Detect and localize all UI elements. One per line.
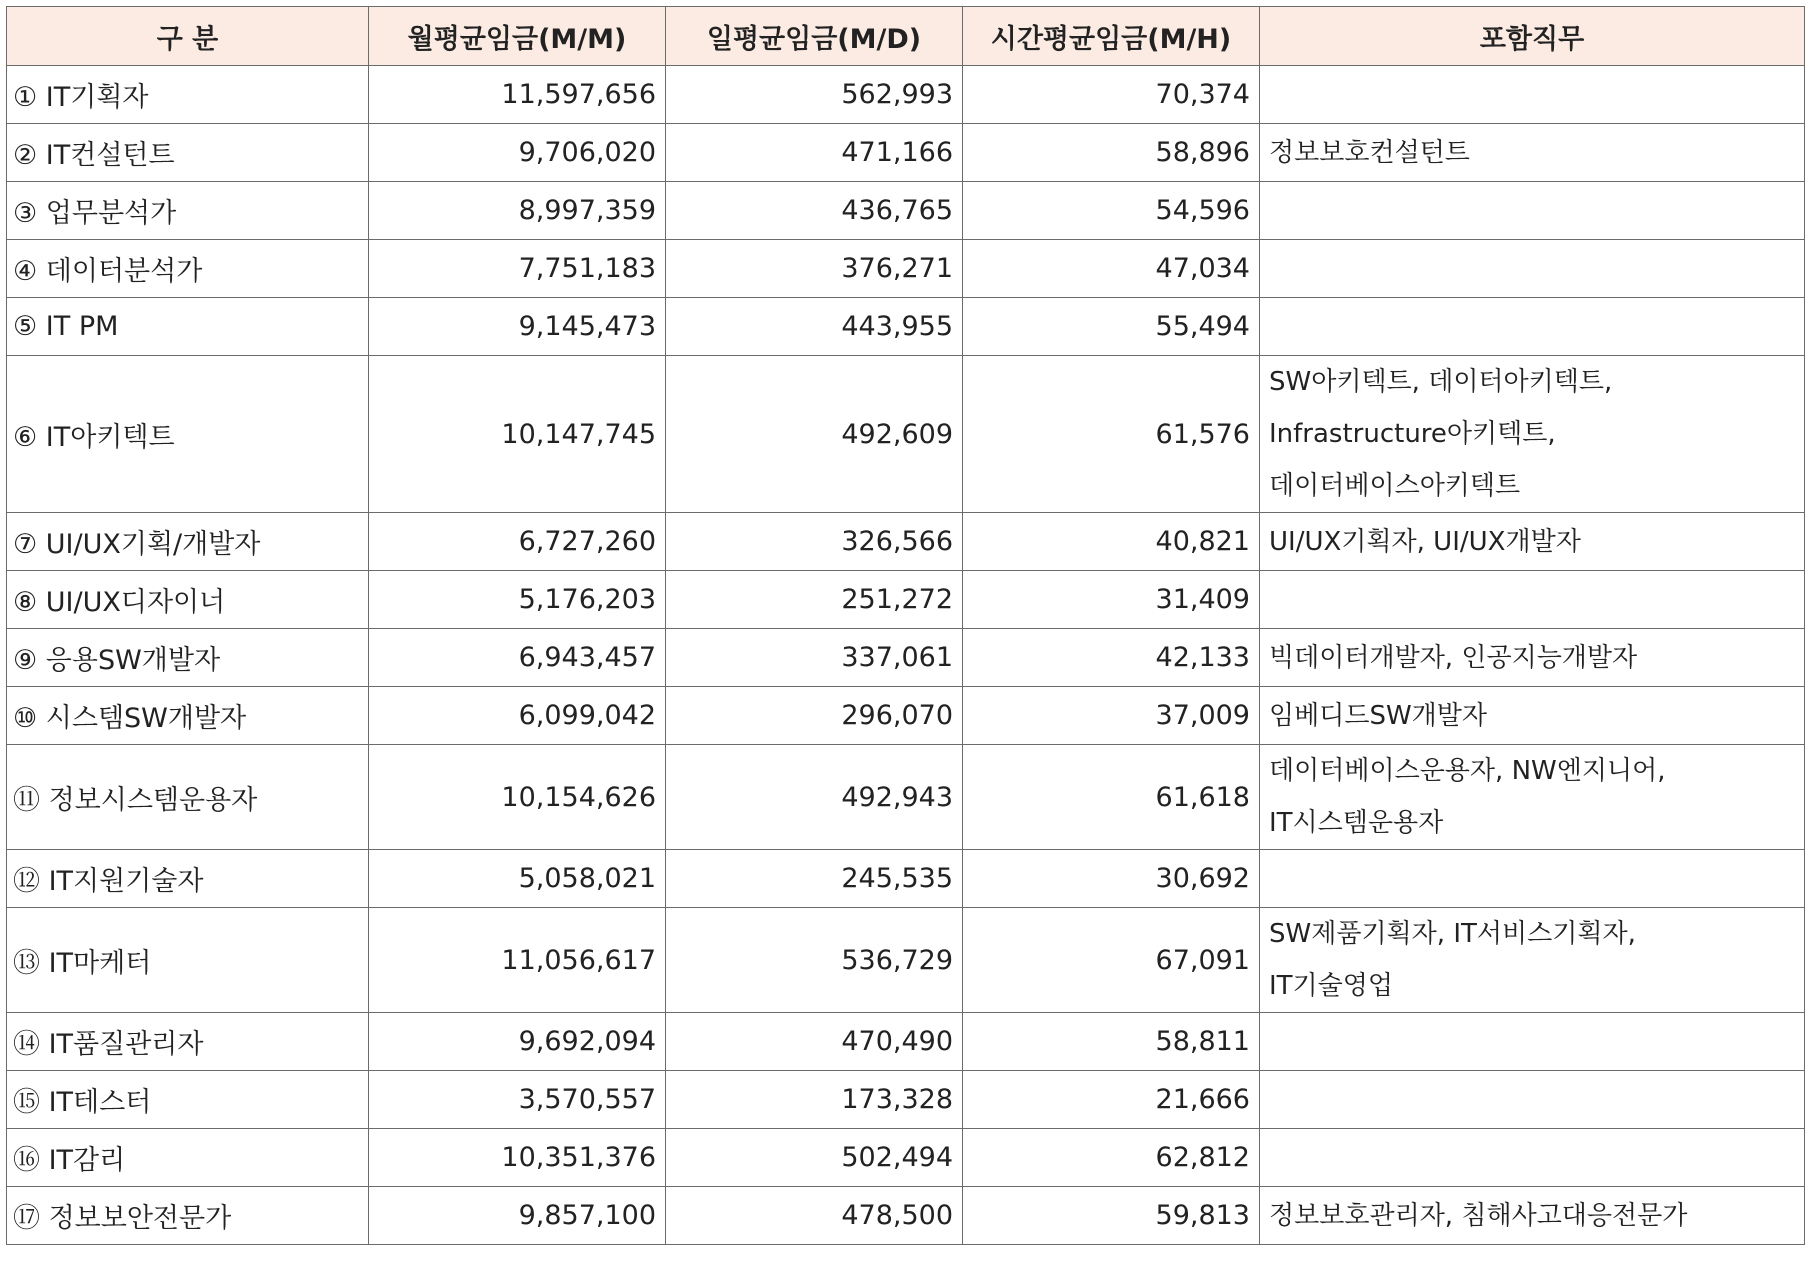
daily-wage-cell: 562,993: [666, 66, 963, 124]
header-hourly-wage: 시간평균임금(M/H): [963, 7, 1260, 66]
monthly-wage-cell: 11,597,656: [369, 66, 666, 124]
job-name-cell: ⑥ IT아키텍트: [7, 356, 369, 513]
daily-wage-cell: 245,535: [666, 850, 963, 908]
table-row: [7, 66, 1805, 124]
header-daily-wage: 일평균임금(M/D): [666, 7, 963, 66]
included-job-line: 정보보호컨설턴트: [1269, 137, 1470, 168]
included-job-line: 정보보호관리자, 침해사고대응전문가: [1269, 1200, 1688, 1231]
monthly-wage-cell: 11,056,617: [369, 908, 666, 1013]
daily-wage-cell: 502,494: [666, 1129, 963, 1187]
table-row: [7, 356, 1805, 513]
included-jobs-cell: [1260, 124, 1805, 182]
included-jobs-cell: [1260, 298, 1805, 356]
included-job-line: IT시스템운용자: [1269, 808, 1444, 838]
daily-wage-cell: 492,943: [666, 745, 963, 850]
table-row: [7, 571, 1805, 629]
job-name-cell: ③ 업무분석가: [7, 182, 369, 240]
job-name-cell: ⑮ IT테스터: [7, 1071, 369, 1129]
included-jobs-cell: [1260, 908, 1805, 1013]
monthly-wage-cell: 3,570,557: [369, 1071, 666, 1129]
job-name-cell: ① IT기획자: [7, 66, 369, 124]
job-name-cell: ⑰ 정보보안전문가: [7, 1187, 369, 1245]
table-row: [7, 240, 1805, 298]
monthly-wage-cell: 10,351,376: [369, 1129, 666, 1187]
job-name-cell: ⑬ IT마케터: [7, 908, 369, 1013]
job-name-cell: ⑯ IT감리: [7, 1129, 369, 1187]
monthly-wage-cell: 5,058,021: [369, 850, 666, 908]
monthly-wage-cell: 6,099,042: [369, 687, 666, 745]
job-name-cell: ④ 데이터분석가: [7, 240, 369, 298]
included-jobs-cell: [1260, 745, 1805, 850]
table-row: [7, 745, 1805, 850]
monthly-wage-cell: 10,147,745: [369, 356, 666, 513]
daily-wage-cell: 337,061: [666, 629, 963, 687]
table-body: [7, 66, 1805, 1245]
monthly-wage-cell: 7,751,183: [369, 240, 666, 298]
monthly-wage-cell: 9,692,094: [369, 1013, 666, 1071]
hourly-wage-cell: 55,494: [963, 298, 1260, 356]
job-name-cell: ⑦ UI/UX기획/개발자: [7, 513, 369, 571]
table-row: [7, 687, 1805, 745]
wage-table: [6, 6, 1805, 1245]
included-jobs-cell: [1260, 66, 1805, 124]
included-job-line: 빅데이터개발자, 인공지능개발자: [1269, 642, 1638, 673]
hourly-wage-cell: 58,811: [963, 1013, 1260, 1071]
monthly-wage-cell: 9,706,020: [369, 124, 666, 182]
job-name-cell: ⑤ IT PM: [7, 298, 369, 356]
hourly-wage-cell: 30,692: [963, 850, 1260, 908]
included-jobs-cell: [1260, 182, 1805, 240]
monthly-wage-cell: 6,727,260: [369, 513, 666, 571]
hourly-wage-cell: 67,091: [963, 908, 1260, 1013]
job-name-cell: ⑭ IT품질관리자: [7, 1013, 369, 1071]
included-jobs-cell: [1260, 629, 1805, 687]
job-name-cell: ⑫ IT지원기술자: [7, 850, 369, 908]
monthly-wage-cell: 5,176,203: [369, 571, 666, 629]
table-row: [7, 1071, 1805, 1129]
included-job-line: IT기술영업: [1269, 971, 1394, 1001]
hourly-wage-cell: 21,666: [963, 1071, 1260, 1129]
table-row: [7, 908, 1805, 1013]
included-jobs-cell: [1260, 571, 1805, 629]
included-job-line: 데이터베이스운용자, NW엔지니어,: [1269, 756, 1666, 786]
daily-wage-cell: 536,729: [666, 908, 963, 1013]
hourly-wage-cell: 70,374: [963, 66, 1260, 124]
included-jobs-cell: [1260, 687, 1805, 745]
table-row: [7, 1187, 1805, 1245]
daily-wage-cell: 492,609: [666, 356, 963, 513]
hourly-wage-cell: 61,576: [963, 356, 1260, 513]
included-job-line: Infrastructure아키텍트,: [1269, 419, 1556, 449]
table-row: [7, 1013, 1805, 1071]
daily-wage-cell: 443,955: [666, 298, 963, 356]
table-row: [7, 513, 1805, 571]
hourly-wage-cell: 40,821: [963, 513, 1260, 571]
hourly-wage-cell: 47,034: [963, 240, 1260, 298]
daily-wage-cell: 173,328: [666, 1071, 963, 1129]
included-job-line: SW아키텍트, 데이터아키텍트,: [1269, 367, 1613, 397]
monthly-wage-cell: 9,145,473: [369, 298, 666, 356]
header-row: [7, 7, 1805, 66]
included-job-line: 임베디드SW개발자: [1269, 700, 1488, 731]
daily-wage-cell: 471,166: [666, 124, 963, 182]
job-name-cell: ⑪ 정보시스템운용자: [7, 745, 369, 850]
daily-wage-cell: 376,271: [666, 240, 963, 298]
included-jobs-cell: [1260, 1129, 1805, 1187]
included-jobs-cell: [1260, 1187, 1805, 1245]
hourly-wage-cell: 61,618: [963, 745, 1260, 850]
monthly-wage-cell: 8,997,359: [369, 182, 666, 240]
hourly-wage-cell: 62,812: [963, 1129, 1260, 1187]
included-jobs-cell: [1260, 356, 1805, 513]
table-row: [7, 182, 1805, 240]
hourly-wage-cell: 42,133: [963, 629, 1260, 687]
hourly-wage-cell: 37,009: [963, 687, 1260, 745]
monthly-wage-cell: 9,857,100: [369, 1187, 666, 1245]
job-name-cell: ⑨ 응용SW개발자: [7, 629, 369, 687]
included-job-line: 데이터베이스아키텍트: [1269, 471, 1521, 501]
daily-wage-cell: 470,490: [666, 1013, 963, 1071]
daily-wage-cell: 296,070: [666, 687, 963, 745]
daily-wage-cell: 326,566: [666, 513, 963, 571]
job-name-cell: ⑧ UI/UX디자이너: [7, 571, 369, 629]
daily-wage-cell: 478,500: [666, 1187, 963, 1245]
table-row: [7, 1129, 1805, 1187]
hourly-wage-cell: 58,896: [963, 124, 1260, 182]
hourly-wage-cell: 54,596: [963, 182, 1260, 240]
header-monthly-wage: 월평균임금(M/M): [369, 7, 666, 66]
daily-wage-cell: 251,272: [666, 571, 963, 629]
monthly-wage-cell: 10,154,626: [369, 745, 666, 850]
included-jobs-cell: [1260, 1013, 1805, 1071]
included-jobs-cell: [1260, 850, 1805, 908]
daily-wage-cell: 436,765: [666, 182, 963, 240]
job-name-cell: ② IT컨설턴트: [7, 124, 369, 182]
table-row: [7, 850, 1805, 908]
included-job-line: SW제품기획자, IT서비스기획자,: [1269, 919, 1636, 949]
included-job-line: UI/UX기획자, UI/UX개발자: [1269, 526, 1581, 557]
included-jobs-cell: [1260, 513, 1805, 571]
header-category: 구 분: [7, 7, 369, 66]
hourly-wage-cell: 31,409: [963, 571, 1260, 629]
hourly-wage-cell: 59,813: [963, 1187, 1260, 1245]
included-jobs-cell: [1260, 240, 1805, 298]
monthly-wage-cell: 6,943,457: [369, 629, 666, 687]
table-row: [7, 298, 1805, 356]
job-name-cell: ⑩ 시스템SW개발자: [7, 687, 369, 745]
table-row: [7, 124, 1805, 182]
table-row: [7, 629, 1805, 687]
included-jobs-cell: [1260, 1071, 1805, 1129]
header-included-jobs: 포함직무: [1260, 7, 1805, 66]
